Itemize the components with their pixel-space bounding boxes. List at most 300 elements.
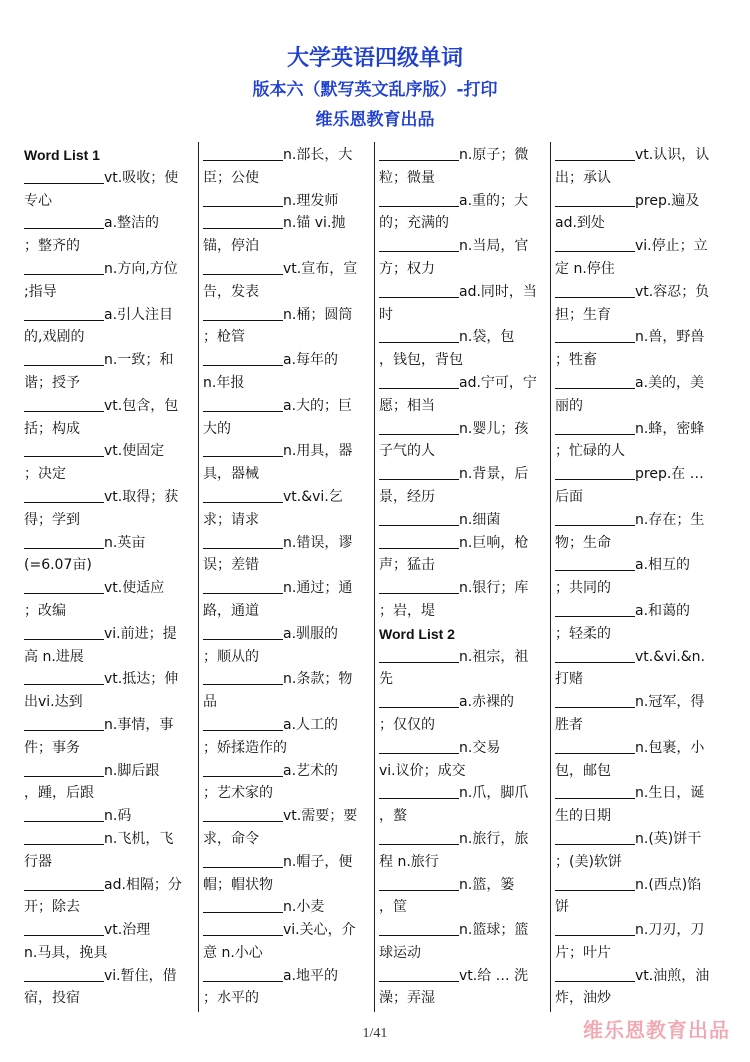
vocab-entry (555, 737, 722, 760)
answer-blank (379, 579, 459, 594)
word-list-heading (379, 623, 546, 646)
answer-blank (203, 670, 283, 685)
entry-text: n.用具，器 (283, 443, 353, 460)
answer-blank (203, 351, 283, 366)
vocab-entry (555, 190, 722, 213)
vocab-entry (203, 440, 370, 463)
answer-blank (203, 534, 283, 549)
entry-text: n.篮，篓 (459, 876, 515, 893)
entry-text: n.背景，后 (459, 466, 529, 483)
entry-text: vt.宣布，宣 (283, 260, 358, 277)
vocab-entry (24, 349, 194, 372)
entry-text: vt.需要；要 (283, 808, 358, 825)
answer-blank (203, 214, 283, 229)
entry-text: Word List 2 (379, 625, 455, 642)
document-subtitle: 版本六（默写英文乱序版）-打印 (252, 80, 498, 100)
vocab-column-1 (22, 142, 198, 1012)
vocab-entry-continuation (555, 896, 722, 919)
vocab-entry (24, 874, 194, 897)
vocab-entry (203, 349, 370, 372)
answer-blank (379, 374, 459, 389)
vocab-entry (203, 805, 370, 828)
entry-text: n.条款；物 (283, 671, 353, 688)
answer-blank (379, 830, 459, 845)
entry-text: n.一致；和 (104, 352, 174, 369)
vocab-entry (379, 965, 546, 988)
page-header (0, 42, 750, 134)
answer-blank (555, 374, 635, 389)
vocab-entry-continuation (24, 691, 194, 714)
vocab-entry-continuation (203, 167, 370, 190)
answer-blank (555, 602, 635, 617)
entry-text: 路，通道 (203, 602, 259, 619)
entry-text: ；仅仅的 (379, 716, 435, 733)
entry-text: n.袋，包 (459, 329, 515, 346)
entry-text: n.银行；库 (459, 580, 529, 597)
entry-text: ad.宁可，宁 (459, 374, 537, 391)
entry-text: n.错误，谬 (283, 534, 353, 551)
vocab-entry (379, 509, 546, 532)
entry-text: n.冠军，得 (635, 694, 705, 711)
entry-text: n.小麦 (283, 899, 325, 916)
entry-text: n.祖宗，祖 (459, 648, 529, 665)
vocab-entry (555, 965, 722, 988)
entry-text: 帽；帽状物 (203, 876, 273, 893)
answer-blank (24, 260, 104, 275)
entry-text: 物；生命 (555, 534, 611, 551)
entry-text: 出vi.达到 (24, 694, 83, 711)
vocab-entry (379, 737, 546, 760)
entry-text: a.引人注目 (104, 306, 174, 323)
entry-text: 括；构成 (24, 420, 80, 437)
answer-blank (203, 397, 283, 412)
entry-text: vt.&vi.乞 (283, 488, 343, 505)
vocab-entry-continuation (379, 486, 546, 509)
vocab-entry-continuation (555, 304, 722, 327)
answer-blank (24, 169, 104, 184)
entry-text: 球运动 (379, 944, 421, 961)
vocab-entry (203, 965, 370, 988)
entry-text: 出；承认 (555, 169, 611, 186)
vocab-entry-continuation (24, 190, 194, 213)
vocab-entry-continuation (555, 577, 722, 600)
vocab-entry-continuation (379, 258, 546, 281)
vocab-entry-continuation (379, 760, 546, 783)
vocab-entry (24, 919, 194, 942)
vocab-entry (379, 418, 546, 441)
entry-text: ；顺从的 (203, 648, 259, 665)
entry-text: 件；事务 (24, 739, 80, 756)
vocab-entry (555, 372, 722, 395)
vocab-entry (379, 144, 546, 167)
entry-text: prep.遍及 (635, 192, 700, 209)
vocab-entry (203, 714, 370, 737)
entry-text: n.事情，事 (104, 716, 174, 733)
vocab-entry-continuation (379, 987, 546, 1010)
answer-blank (555, 648, 635, 663)
entry-text: ；牲畜 (555, 352, 597, 369)
vocab-entry (555, 874, 722, 897)
answer-blank (555, 693, 635, 708)
entry-text: 误；差错 (203, 557, 259, 574)
vocab-entry (555, 144, 722, 167)
answer-blank (555, 784, 635, 799)
answer-blank (24, 921, 104, 936)
entry-text: vi.关心，介 (283, 922, 356, 939)
publisher-line: 维乐恩教育出品 (315, 110, 435, 130)
entry-text: 大的 (203, 420, 231, 437)
entry-text: n.包裹，小 (635, 739, 705, 756)
answer-blank (203, 146, 283, 161)
entry-text: a.每年的 (283, 352, 339, 369)
entry-text: ；枪管 (203, 329, 245, 346)
entry-text: n.巨响，枪 (459, 534, 529, 551)
answer-blank (555, 146, 635, 161)
entry-text: a.地平的 (283, 967, 339, 984)
vocab-entry (379, 646, 546, 669)
answer-blank (379, 876, 459, 891)
entry-text: n.飞机，飞 (104, 830, 174, 847)
vocab-entry (24, 623, 194, 646)
entry-text: n.理发师 (283, 192, 339, 209)
entry-text: ；娇揉造作的 (203, 739, 287, 756)
vocab-entry-continuation (203, 509, 370, 532)
entry-text: n.兽，野兽 (635, 329, 705, 346)
answer-blank (203, 625, 283, 640)
vocab-entry (203, 532, 370, 555)
entry-text: n.英亩 (104, 534, 146, 551)
vocab-entry (24, 805, 194, 828)
vocab-entry (203, 760, 370, 783)
entry-text: 行器 (24, 853, 52, 870)
answer-blank (203, 898, 283, 913)
vocab-entry-continuation (555, 258, 722, 281)
vocab-entry (203, 144, 370, 167)
answer-blank (24, 807, 104, 822)
vocab-entry (24, 714, 194, 737)
entry-text: ；水平的 (203, 990, 259, 1007)
entry-text: vt.使固定 (104, 443, 165, 460)
entry-text: 品 (203, 694, 217, 711)
vocab-entry-continuation (24, 509, 194, 532)
answer-blank (203, 306, 283, 321)
entry-text: n.(英)饼干 (635, 830, 702, 847)
entry-text: a.整洁的 (104, 215, 160, 232)
answer-blank (24, 214, 104, 229)
answer-blank (379, 534, 459, 549)
vocab-entry-continuation (24, 554, 194, 577)
vocab-entry-continuation (555, 440, 722, 463)
vocab-entry (24, 668, 194, 691)
answer-blank (555, 739, 635, 754)
answer-blank (203, 442, 283, 457)
vocab-entry-continuation (379, 349, 546, 372)
vocab-entry-continuation (379, 805, 546, 828)
entry-text: n.当局，官 (459, 238, 529, 255)
vocab-entry (24, 395, 194, 418)
vocab-entry-continuation (24, 418, 194, 441)
entry-text: n.旅行，旅 (459, 830, 529, 847)
vocab-column-4 (550, 142, 726, 1012)
entry-text: a.相互的 (635, 557, 691, 574)
answer-blank (24, 625, 104, 640)
vocab-entry (203, 851, 370, 874)
vocab-entry (555, 281, 722, 304)
vocab-entry-continuation (203, 554, 370, 577)
vocab-entry-continuation (555, 714, 722, 737)
entry-text: 子气的人 (379, 443, 435, 460)
word-list-heading (24, 144, 194, 167)
vocab-entry (555, 919, 722, 942)
answer-blank (379, 283, 459, 298)
answer-blank (379, 192, 459, 207)
answer-blank (555, 830, 635, 845)
vocab-entry (24, 760, 194, 783)
entry-text: ，钱包，背包 (379, 352, 463, 369)
entry-text: 得；学到 (24, 511, 80, 528)
entry-text: ；整齐的 (24, 238, 80, 255)
entry-text: 告，发表 (203, 283, 259, 300)
entry-text: n.锚 vi.抛 (283, 215, 346, 232)
entry-text: vt.治理 (104, 922, 151, 939)
answer-blank (24, 579, 104, 594)
entry-text: vt.给 … 洗 (459, 967, 529, 984)
vocab-entry-continuation (555, 668, 722, 691)
entry-text: 定 n.停住 (555, 260, 615, 277)
entry-text: vt.使适应 (104, 580, 165, 597)
entry-text: vt.容忍；负 (635, 283, 710, 300)
entry-text: vt.取得；获 (104, 488, 179, 505)
answer-blank (555, 465, 635, 480)
vocab-entry (203, 668, 370, 691)
answer-blank (203, 192, 283, 207)
entry-text: n.蜂，密蜂 (635, 420, 705, 437)
entry-text: a.和蔼的 (635, 602, 691, 619)
answer-blank (379, 465, 459, 480)
vocab-entry-continuation (24, 737, 194, 760)
entry-text: n.马具，挽具 (24, 944, 108, 961)
vocab-column-2 (198, 142, 374, 1012)
answer-blank (379, 648, 459, 663)
vocab-entry-continuation (24, 851, 194, 874)
vocab-entry-continuation (555, 623, 722, 646)
vocab-entry (379, 235, 546, 258)
publisher-watermark: 维乐恩教育出品 (583, 1018, 730, 1042)
vocab-entry-continuation (203, 235, 370, 258)
vocab-entry-continuation (555, 532, 722, 555)
entry-text: n.脚后跟 (104, 762, 160, 779)
vocab-entry (24, 965, 194, 988)
vocab-entry (379, 372, 546, 395)
entry-text: 片；叶片 (555, 944, 611, 961)
entry-text: ，踵，后跟 (24, 785, 94, 802)
vocab-entry (555, 326, 722, 349)
vocab-entry-continuation (203, 281, 370, 304)
vocab-entry-continuation (203, 828, 370, 851)
entry-text: a.人工的 (283, 716, 339, 733)
answer-blank (24, 967, 104, 982)
answer-blank (379, 693, 459, 708)
answer-blank (203, 579, 283, 594)
entry-text: 景，经历 (379, 488, 435, 505)
entry-text: vt.包含，包 (104, 397, 179, 414)
entry-text: n.原子；微 (459, 147, 529, 163)
entry-text: n.方向,方位 (104, 260, 178, 277)
vocab-entry (379, 577, 546, 600)
vocab-entry (379, 190, 546, 213)
vocab-entry (555, 600, 722, 623)
vocab-entry (203, 304, 370, 327)
vocab-entry (203, 258, 370, 281)
vocab-entry-continuation (379, 600, 546, 623)
answer-blank (24, 762, 104, 777)
vocabulary-columns (22, 142, 726, 1012)
vocab-entry-continuation (203, 737, 370, 760)
entry-text: ；共同的 (555, 580, 611, 597)
entry-text: 求；请求 (203, 511, 259, 528)
answer-blank (203, 807, 283, 822)
answer-blank (379, 967, 459, 982)
vocab-entry (203, 395, 370, 418)
page-number: 1/41 (362, 1026, 388, 1041)
vocab-entry-continuation (203, 418, 370, 441)
answer-blank (555, 192, 635, 207)
entry-text: 的；充满的 (379, 215, 449, 232)
answer-blank (24, 351, 104, 366)
entry-text: 包，邮包 (555, 762, 611, 779)
vocab-entry (203, 212, 370, 235)
answer-blank (203, 488, 283, 503)
entry-text: n.存在；生 (635, 511, 705, 528)
vocab-entry (379, 919, 546, 942)
vocab-entry (24, 258, 194, 281)
entry-text: 饼 (555, 899, 569, 916)
vocab-entry (24, 577, 194, 600)
entry-text: ，螯 (379, 808, 407, 825)
entry-text: 愿；相当 (379, 397, 435, 414)
entry-text: a.艺术的 (283, 762, 339, 779)
answer-blank (24, 716, 104, 731)
entry-text: a.重的；大 (459, 192, 529, 209)
document-title: 大学英语四级单词 (286, 46, 463, 71)
vocab-entry-continuation (379, 554, 546, 577)
entry-text: n.年报 (203, 374, 245, 391)
answer-blank (555, 511, 635, 526)
vocab-entry (379, 874, 546, 897)
entry-text: 谐；授予 (24, 374, 80, 391)
entry-text: n.码 (104, 808, 132, 825)
entry-text: ；忙碌的人 (555, 443, 625, 460)
answer-blank (555, 237, 635, 252)
entry-text: 程 n.旅行 (379, 853, 439, 870)
vocab-entry-continuation (379, 851, 546, 874)
entry-text: 打赌 (555, 671, 583, 688)
vocab-entry (379, 532, 546, 555)
vocab-entry-continuation (555, 486, 722, 509)
vocab-entry-continuation (555, 760, 722, 783)
entry-text: vi.暂住，借 (104, 967, 177, 984)
entry-text: 澡；弄湿 (379, 990, 435, 1007)
vocab-entry-continuation (24, 372, 194, 395)
entry-text: 求，命令 (203, 830, 259, 847)
entry-text: 炸，油炒 (555, 990, 611, 1007)
entry-text: n.交易 (459, 739, 501, 756)
vocab-entry-continuation (24, 987, 194, 1010)
entry-text: ad.到处 (555, 215, 605, 232)
vocab-entry-continuation (203, 600, 370, 623)
vocab-entry-continuation (555, 349, 722, 372)
vocab-entry-continuation (379, 714, 546, 737)
entry-text: n.刀刃，刀 (635, 922, 705, 939)
entry-text: vt.认识，认 (635, 147, 710, 163)
vocab-entry (379, 281, 546, 304)
entry-text: vi.前进；提 (104, 625, 177, 642)
vocab-entry (24, 212, 194, 235)
vocab-entry-continuation (24, 782, 194, 805)
vocab-entry-continuation (379, 440, 546, 463)
answer-blank (379, 146, 459, 161)
answer-blank (203, 921, 283, 936)
entry-text: a.大的；巨 (283, 397, 353, 414)
vocab-entry (555, 463, 722, 486)
vocab-entry-continuation (24, 600, 194, 623)
vocab-entry-continuation (203, 326, 370, 349)
answer-blank (203, 716, 283, 731)
vocab-entry-continuation (379, 942, 546, 965)
vocab-entry-continuation (203, 691, 370, 714)
answer-blank (555, 420, 635, 435)
vocab-entry-continuation (24, 281, 194, 304)
vocab-entry-continuation (555, 395, 722, 418)
vocab-entry (555, 782, 722, 805)
vocab-entry (379, 828, 546, 851)
entry-text: prep.在 … (635, 466, 704, 483)
entry-text: 开；除去 (24, 899, 80, 916)
answer-blank (379, 328, 459, 343)
vocab-entry (24, 440, 194, 463)
vocab-entry (203, 190, 370, 213)
entry-text: n.(西点)馅 (635, 876, 702, 893)
vocab-entry-continuation (24, 463, 194, 486)
vocab-entry-continuation (555, 212, 722, 235)
answer-blank (203, 967, 283, 982)
vocab-entry-continuation (24, 326, 194, 349)
entry-text: a.美的，美 (635, 374, 705, 391)
vocab-entry (24, 828, 194, 851)
answer-blank (555, 921, 635, 936)
entry-text: n.爪，脚爪 (459, 785, 529, 802)
entry-text: n.帽子，便 (283, 853, 353, 870)
vocab-entry-continuation (555, 942, 722, 965)
entry-text: ;指导 (24, 283, 57, 300)
vocab-entry (555, 418, 722, 441)
entry-text: 臣；公使 (203, 169, 259, 186)
answer-blank (203, 260, 283, 275)
entry-text: a.驯服的 (283, 625, 339, 642)
entry-text: ，筐 (379, 899, 407, 916)
entry-text: ad.同时，当 (459, 283, 537, 300)
entry-text: vt.&vi.&n. (635, 648, 706, 665)
entry-text: 生的日期 (555, 808, 611, 825)
vocab-entry (555, 691, 722, 714)
vocab-entry-continuation (203, 372, 370, 395)
vocab-entry-continuation (203, 942, 370, 965)
vocab-entry-continuation (555, 805, 722, 828)
vocab-column-3 (374, 142, 550, 1012)
entry-text: vi.停止；立 (635, 238, 708, 255)
vocab-entry-continuation (555, 987, 722, 1010)
entry-text: a.赤裸的 (459, 694, 515, 711)
